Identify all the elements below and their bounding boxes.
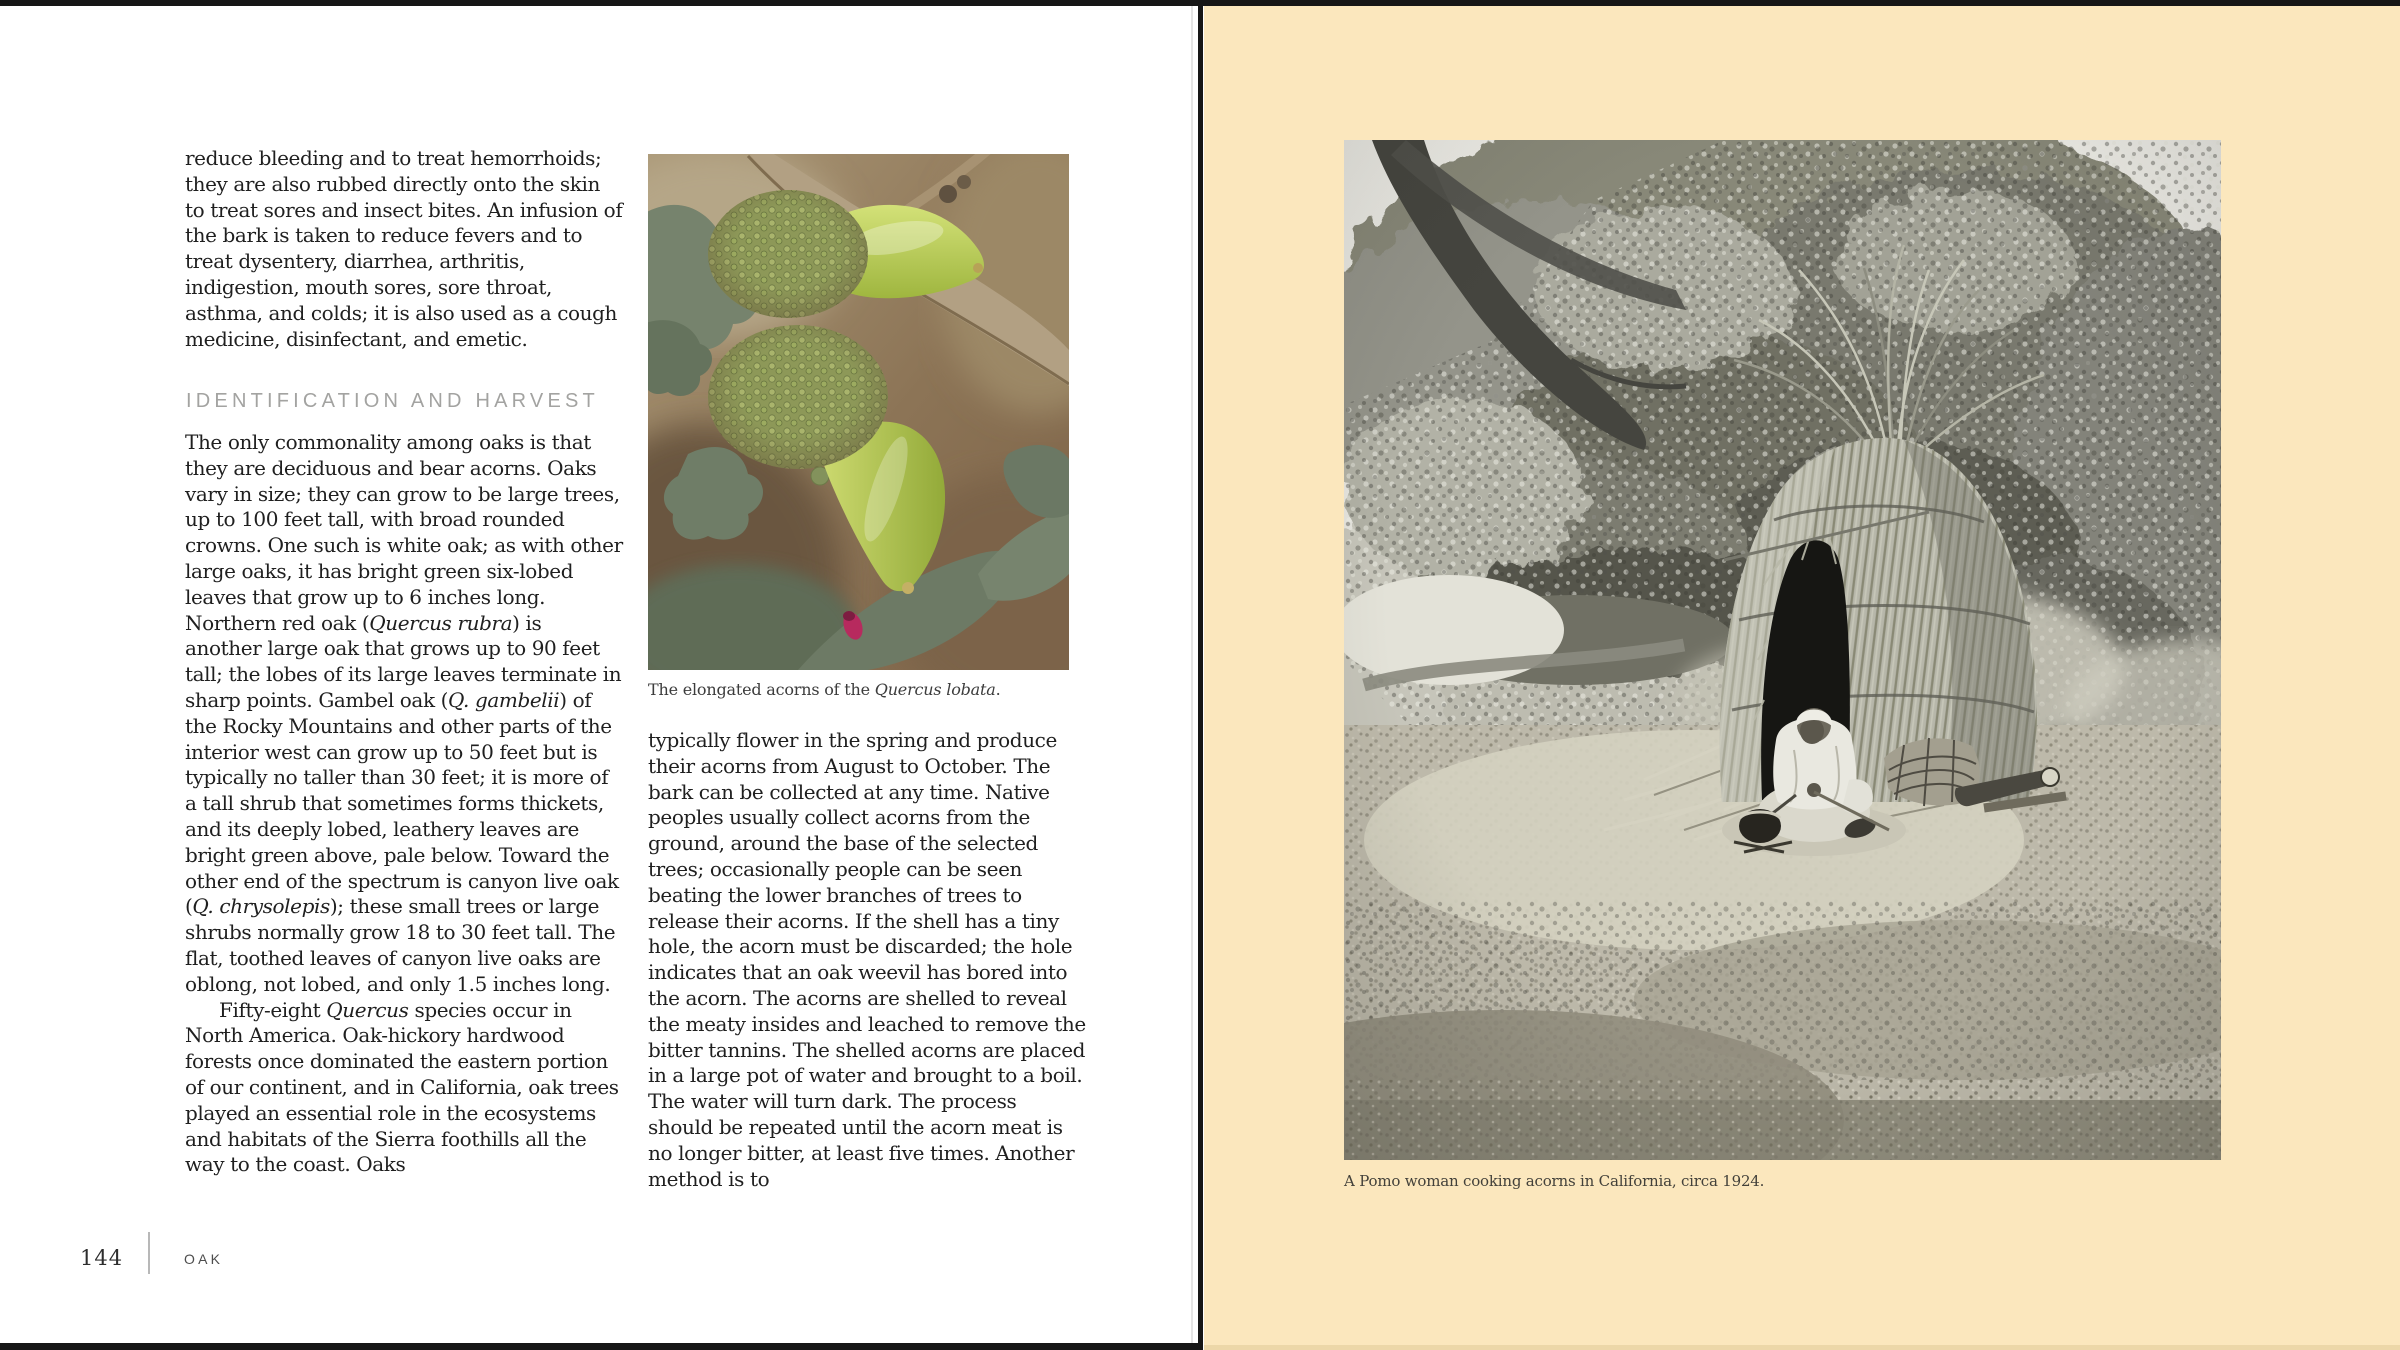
granary-photo	[1344, 140, 2221, 1160]
para-harvest: typically flower in the spring and produce their acorns from August to October. The bark can be collected at any time. Native peoples usually collect acorns from the ground, around the base of the selected trees; occasionally people can be seen beating the lower branches of trees to release their acorns. If the shell has a tiny hole, the acorn must be discarded; the hole indicates that an oak weevil has bored into the acorn. The acorns are shelled to reveal the meaty insides and leached to remove the bitter tannins. The shelled acorns are placed in a large pot of water and brought to a boil. The water will turn dark. The process should be repeated until the acorn meat is no longer bitter, at least five times. Another method is to	[648, 728, 1086, 1191]
page-gutter-line	[1198, 0, 1203, 1350]
acorn-photo	[648, 154, 1069, 670]
column-1-paragraph-remedies	[185, 146, 623, 352]
page-edge-shadow	[1191, 0, 1193, 1350]
column-2-text	[648, 728, 1086, 1192]
right-page-bottom-edge	[1204, 1345, 2400, 1350]
granary-photo-caption: A Pomo woman cooking acorns in California, circa 1924.	[1344, 1172, 1765, 1190]
para-remedies: reduce bleeding and to treat hemorrhoids; they are also rubbed directly onto the skin to treat sores and insect bites. An infusion of the bark is taken to reduce fevers and to treat dysentery, diarrhea, arthritis, indigestion, mouth sores, sore throat, asthma, and colds; it is also used as a cough medicine, disinfectant, and emetic.	[185, 146, 623, 351]
chapter-label: OAK	[184, 1251, 224, 1267]
column-1-main-text	[185, 430, 623, 1178]
page-number: 144	[80, 1246, 124, 1270]
acorn-photo-caption: The elongated acorns of the Quercus lobata.	[648, 680, 1001, 699]
section-heading: IDENTIFICATION AND HARVEST	[186, 390, 599, 412]
para-identification: The only commonality among oaks is that they are deciduous and bear acorns. Oaks vary in size; they can grow to be large trees, up to 100 feet tall, with broad rounded crowns. One such is white oak; as with other large oaks, it has bright green six-lobed leaves that grow up to 6 inches long. Northern red oak (Quercus rubra) is another large oak that grows up to 90 feet tall; the lobes of its large leaves terminate in sharp points. Gambel oak (Q. gambelii) of the Rocky Mountains and other parts of the interior west can grow up to 50 feet but is typically no taller than 30 feet; it is more of a tall shrub that sometimes forms thickets, and its deeply lobed, leathery leaves are bright green above, pale below. Toward the other end of the spectrum is canyon live oak (Q. chrysolepis); these small trees or large shrubs normally grow 18 to 30 feet tall. The flat, toothed leaves of canyon live oaks are oblong, not lobed, and only 1.5 inches long.	[185, 430, 623, 996]
footer-rule	[148, 1232, 150, 1274]
book-edge-bottom	[0, 1343, 1199, 1350]
para-species: Fifty-eight Quercus species occur in North America. Oak-hickory hardwood forests once dominated the eastern portion of our continent, and in California, oak trees played an essential role in the ecosystems and habitats of the Sierra foothills all the way to the coast. Oaks	[185, 997, 619, 1177]
